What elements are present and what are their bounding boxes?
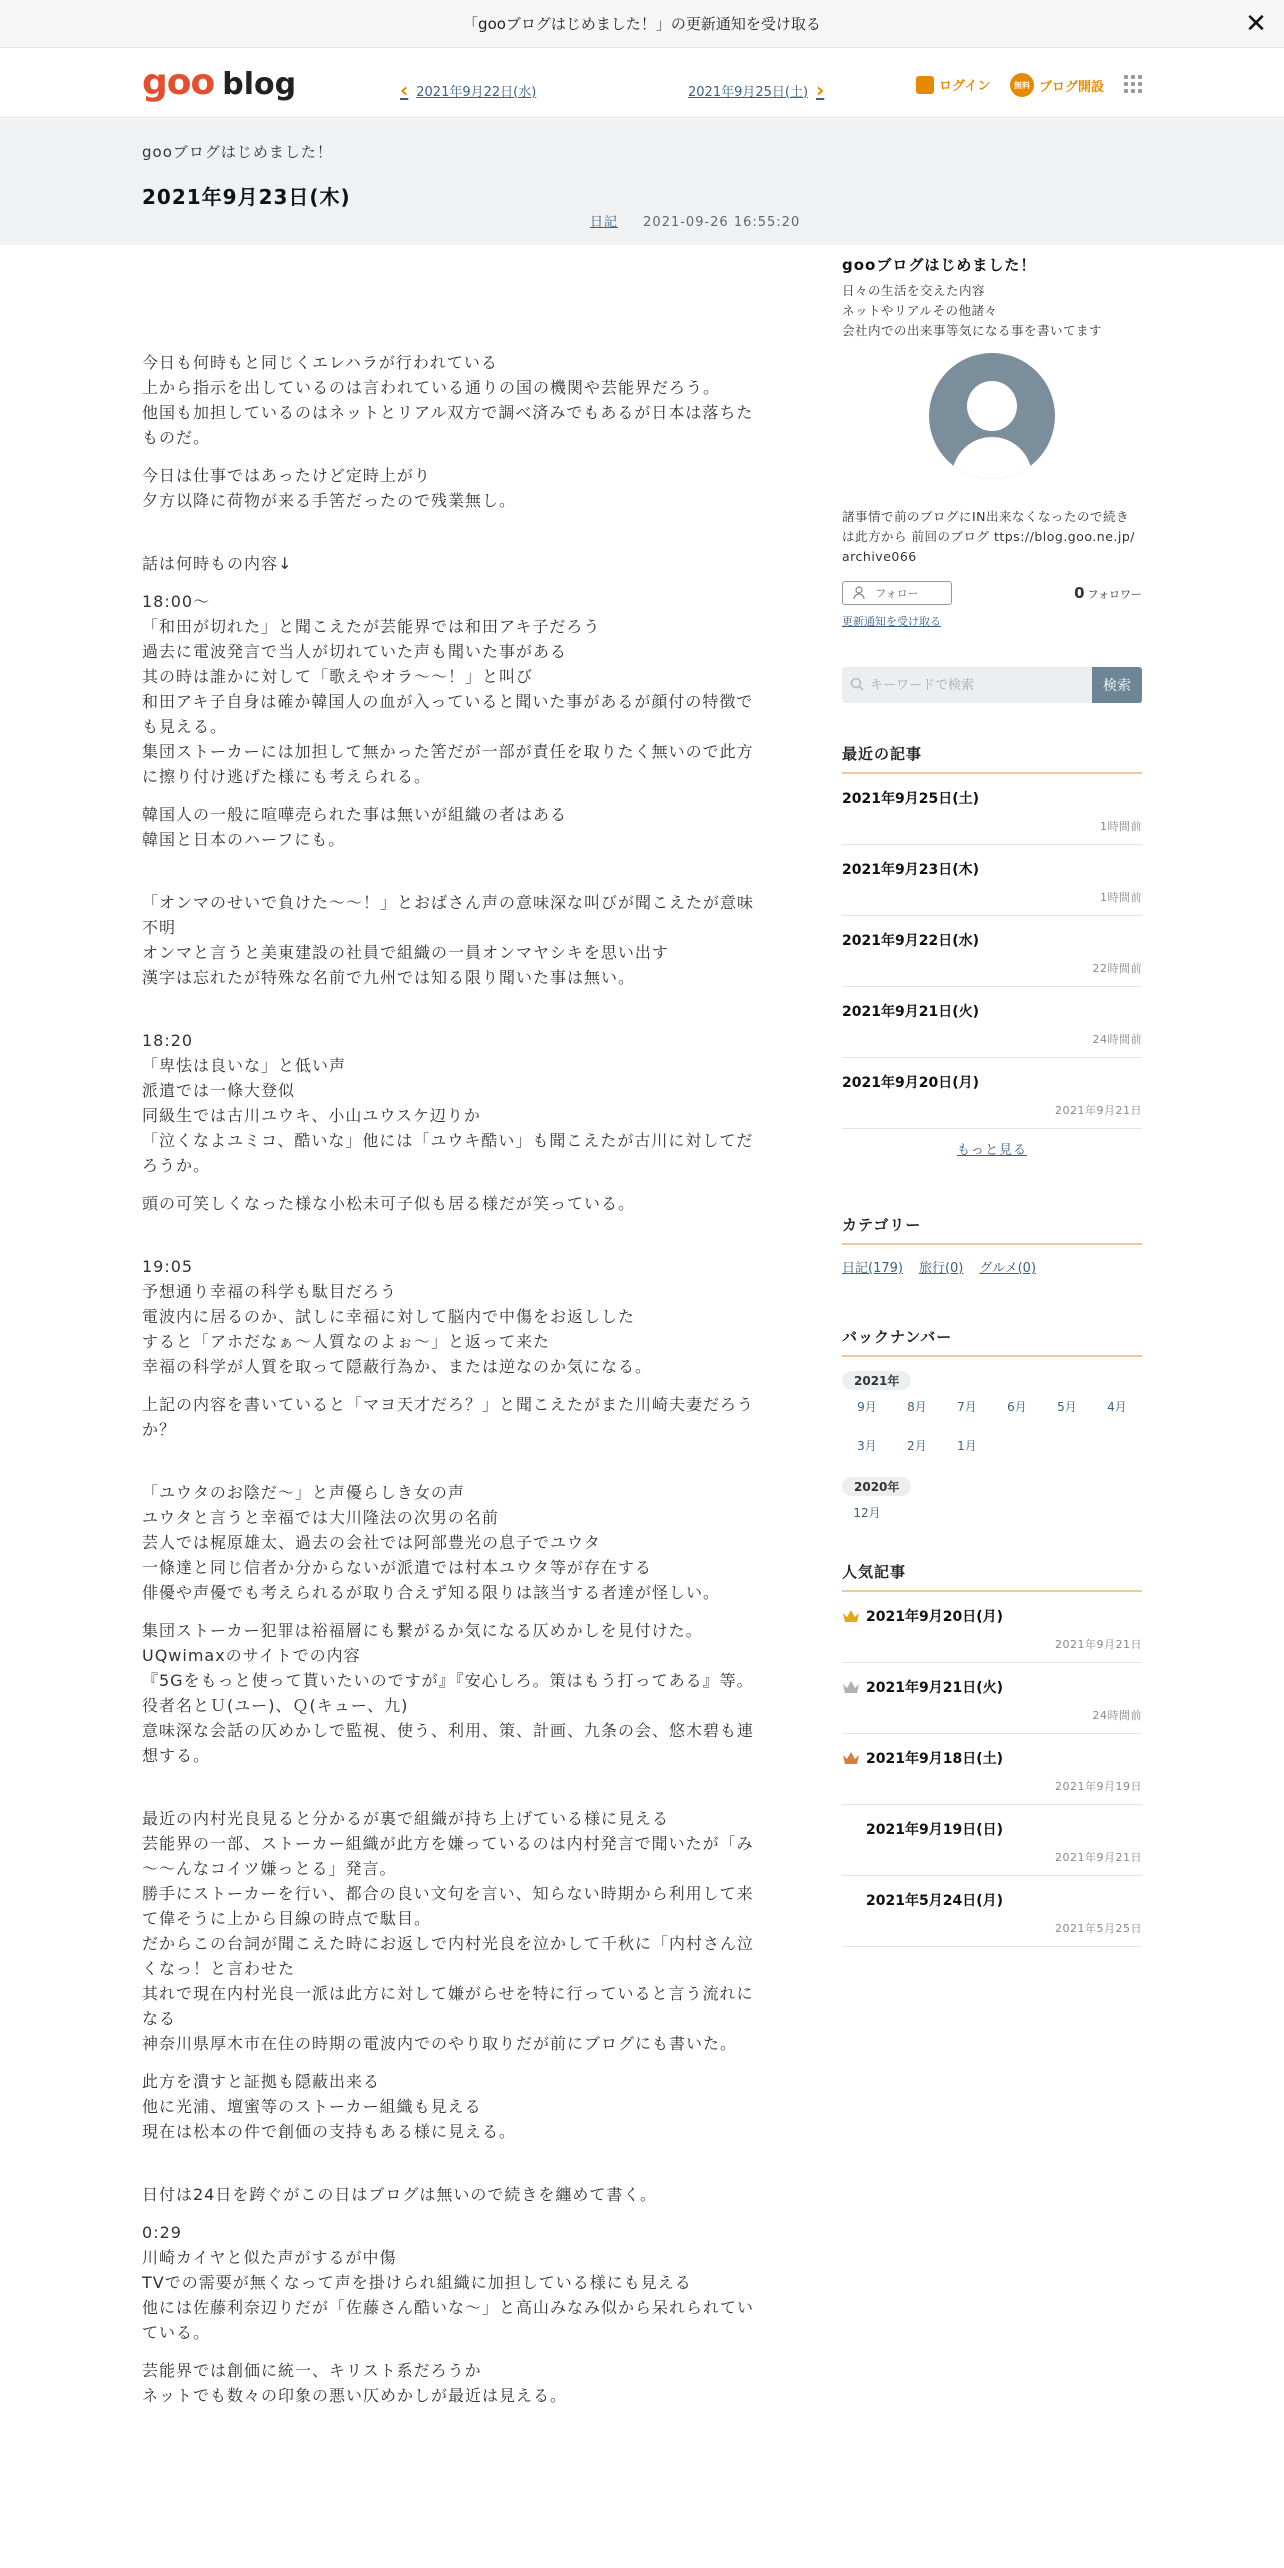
entry-meta xyxy=(590,211,800,230)
recent-item-time: 24時間前 xyxy=(1092,1033,1142,1046)
site-header xyxy=(0,48,1284,118)
avatar-head xyxy=(967,381,1017,431)
popular-item-title[interactable]: 2021年9月19日(日) xyxy=(866,1822,1003,1838)
article-paragraph: 頭の可笑しくなった様な小松未可子似も居る様だが笑っている。 xyxy=(142,1194,636,1213)
popular-item[interactable] xyxy=(842,1876,1142,1947)
popular-item-title-row[interactable] xyxy=(842,1890,1142,1910)
popular-item-time: 2021年9月19日 xyxy=(1055,1780,1142,1793)
popular-item-title-row[interactable] xyxy=(842,1677,1142,1697)
followers-number: 0 xyxy=(1074,584,1085,602)
popular-item[interactable] xyxy=(842,1663,1142,1734)
month-list xyxy=(842,1398,1142,1476)
recent-item[interactable] xyxy=(842,845,1142,916)
year-badge: 2021年 xyxy=(842,1371,911,1390)
update-notify-link[interactable]: 更新通知を受け取る xyxy=(842,615,941,628)
recent-item-time: 2021年9月21日 xyxy=(1055,1104,1142,1117)
popular-item-time: 2021年5月25日 xyxy=(1055,1922,1142,1935)
followers-count xyxy=(1074,584,1142,602)
article-paragraph: 韓国人の一般に喧嘩売られた事は無いが組織の者はある 韓国と日本のハーフにも。 xyxy=(142,805,568,849)
entry-datetime: 2021-09-26 16:55:20 xyxy=(643,215,801,230)
category-link-gourmet[interactable]: グルメ(0) xyxy=(979,1261,1037,1276)
month-link[interactable]: 9月 xyxy=(857,1400,877,1414)
search-icon xyxy=(850,677,864,691)
entry-header xyxy=(0,119,1284,245)
next-entry-date: 2021年9月25日(土) xyxy=(688,84,809,100)
follow-button[interactable] xyxy=(842,581,952,605)
article-paragraph: 「オンマのせいで負けた～～！」とおばさん声の意味深な叫びが聞こえたが意味不明 オンマと言うと美東建設の社員で組織の一員オンマヤシキを思い出す 漢字は忘れたが特殊な名前で九州では知る限り聞いた事は無い。 xyxy=(142,893,755,987)
logo-goo: goo xyxy=(142,62,215,103)
popular-item[interactable] xyxy=(842,1592,1142,1663)
bronze-crown-icon xyxy=(842,1751,860,1765)
recent-item-title[interactable]: 2021年9月25日(土) xyxy=(842,791,979,807)
chevron-left-icon: ‹ xyxy=(400,78,409,102)
article-paragraph: 話は何時もの内容↓ xyxy=(142,554,293,573)
menu-grid-icon[interactable] xyxy=(1124,75,1142,93)
chevron-right-icon: › xyxy=(816,78,825,102)
recent-heading: 最近の記事 xyxy=(842,743,1142,774)
search-form xyxy=(842,667,1142,703)
article-paragraph: 此方を潰すと証拠も隠蔽出来る 他に光浦、壇蜜等のストーカー組織も見える 現在は松本の件で創価の支持もある様に見える。 xyxy=(142,2072,517,2141)
silver-crown-icon xyxy=(842,1680,860,1694)
category-heading: カテゴリー xyxy=(842,1214,1142,1245)
article-paragraph: 0:29 川崎カイヤと似た声がするが中傷 TVでの需要が無くなって声を掛けられ組織に加担している様にも見える 他には佐藤利奈辺りだが「佐藤さん酷いな～」と高山みなみ似から呆れられていている。 xyxy=(142,2223,755,2342)
goo-blog-logo[interactable] xyxy=(142,62,297,103)
entry-category-link[interactable]: 日記 xyxy=(590,215,619,230)
recent-item-title[interactable]: 2021年9月21日(火) xyxy=(842,1004,979,1020)
month-link[interactable]: 3月 xyxy=(857,1439,877,1453)
recent-item-time: 1時間前 xyxy=(1100,891,1142,904)
month-link[interactable]: 2月 xyxy=(907,1439,927,1453)
search-button[interactable]: 検索 xyxy=(1092,667,1142,703)
month-link[interactable]: 6月 xyxy=(1007,1400,1027,1414)
month-link[interactable]: 8月 xyxy=(907,1400,927,1414)
search-field-wrap xyxy=(842,667,1092,703)
month-link[interactable]: 5月 xyxy=(1057,1400,1077,1414)
close-icon[interactable]: ✕ xyxy=(1245,9,1267,39)
next-entry-link[interactable] xyxy=(688,78,824,102)
logo-blog: blog xyxy=(222,67,297,102)
popular-heading: 人気記事 xyxy=(842,1561,1142,1592)
sidebar xyxy=(842,254,1142,1947)
article-body xyxy=(142,350,766,2421)
recent-item[interactable] xyxy=(842,774,1142,845)
prev-entry-link[interactable] xyxy=(400,78,536,102)
category-link-travel[interactable]: 旅行(0) xyxy=(918,1261,964,1276)
popular-item-title-row[interactable] xyxy=(842,1748,1142,1768)
article-paragraph: 集団ストーカー犯罪は裕福層にも繋がるか気になる仄めかしを見付けた。 UQwimaxのサイトでの内容 『5Gをもっと使って貰いたいのですが』『安心しろ。策はもう打ってある』等。 役者名とＵ(ユー)、Ｑ(キュー、九) 意味深な会話の仄めかしで監視、使う、利用、策、計画、九条の会、悠木碧も連想する。 xyxy=(142,1621,755,1765)
recent-item[interactable] xyxy=(842,916,1142,987)
backnumber-section xyxy=(842,1326,1142,1543)
month-link[interactable]: 12月 xyxy=(853,1506,881,1520)
recent-item-title[interactable]: 2021年9月23日(木) xyxy=(842,862,979,878)
recent-item-title[interactable]: 2021年9月20日(月) xyxy=(842,1075,979,1091)
recent-item[interactable] xyxy=(842,987,1142,1058)
blog-open-button[interactable] xyxy=(1010,73,1104,97)
month-link[interactable]: 1月 xyxy=(957,1439,977,1453)
article-paragraph: 今日も何時もと同じくエレハラが行われている 上から指示を出しているのは言われている通りの国の機関や芸能界だろう。 他国も加担しているのはネットとリアル双方で調べ済みでもあるが日本は落ちたものだ。 xyxy=(142,353,754,447)
categories-section xyxy=(842,1214,1142,1276)
article-paragraph: 19:05 予想通り幸福の科学も駄目だろう 電波内に居るのか、試しに幸福に対して脳内で中傷をお返しした すると「アホだなぁ～人質なのよぉ～」と返って来た 幸福の科学が人質を取って隠蔽行為か、または逆なのか気になる。 xyxy=(142,1257,653,1376)
article-paragraph: 今日は仕事ではあったけど定時上がり 夕方以降に荷物が来る手筈だったので残業無し。 xyxy=(142,466,517,510)
recent-item-time: 1時間前 xyxy=(1100,820,1142,833)
popular-item-title[interactable]: 2021年9月21日(火) xyxy=(866,1680,1003,1696)
person-icon xyxy=(853,586,865,600)
popular-item-title[interactable]: 2021年9月20日(月) xyxy=(866,1609,1003,1625)
notification-bar[interactable] xyxy=(0,0,1284,48)
popular-item[interactable] xyxy=(842,1734,1142,1805)
recent-item-time: 22時間前 xyxy=(1092,962,1142,975)
article-paragraph: 18:00～ 「和田が切れた」と聞こえたが芸能界では和田アキ子だろう 過去に電波発言で当人が切れていた声も聞いた事がある 其の時は誰かに対して「歌えやオラ～～！」と叫び 和田アキ子自身は確か韓国人の血が入っていると聞いた事があるが顔付の特徴でも見える。 集団ストーカーには加担して無かった筈だが一部が責任を取りたく無いので此方に擦り付け逃げた様にも考えられる。 xyxy=(142,592,754,786)
category-link-diary[interactable]: 日記(179) xyxy=(842,1261,903,1276)
recent-item[interactable] xyxy=(842,1058,1142,1129)
popular-item-title[interactable]: 2021年9月18日(土) xyxy=(866,1751,1003,1767)
gold-crown-icon xyxy=(842,1609,860,1623)
recent-articles xyxy=(842,743,1142,1158)
recent-item-title[interactable]: 2021年9月22日(水) xyxy=(842,933,979,949)
article-paragraph: 芸能界では創価に統一、キリスト系だろうか ネットでも数々の印象の悪い仄めかしが最近は見える。 xyxy=(142,2361,568,2405)
popular-articles xyxy=(842,1561,1142,1947)
sidebar-blog-name[interactable]: gooブログはじめました！ xyxy=(842,256,1037,274)
page-title: 2021年9月23日(木) xyxy=(142,185,351,209)
notification-text[interactable]: 「gooブログはじめました！」の更新通知を受け取る xyxy=(463,15,821,33)
article-paragraph: 上記の内容を書いていると「マヨ天才だろ？」と聞こえたがまた川崎夫妻だろうか？ xyxy=(142,1395,755,1439)
popular-item[interactable] xyxy=(842,1805,1142,1876)
login-label: ログイン xyxy=(939,79,991,94)
free-badge-icon: 無料 xyxy=(1010,73,1034,97)
popular-item-time: 24時間前 xyxy=(1092,1709,1142,1722)
blog-name-link[interactable]: gooブログはじめました！ xyxy=(142,143,333,161)
follow-label: フォロー xyxy=(875,587,919,600)
popular-item-title-row[interactable] xyxy=(842,1819,1142,1839)
article-paragraph: 日付は24日を跨ぐがこの日はブログは無いので続きを纏めて書く。 xyxy=(142,2185,658,2204)
article-paragraph: 18:20 「卑怯は良いな」と低い声 派遣では一條大登似 同級生では古川ユウキ、小山ユウスケ辺りか 「泣くなよユミコ、酷いな」他には「ユウキ酷い」も聞こえたが古川に対してだろうか。 xyxy=(142,1031,754,1175)
avatar xyxy=(929,353,1055,479)
article-paragraph: 最近の内村光良見ると分かるが裏で組織が持ち上げている様に見える 芸能界の一部、ストーカー組織が此方を嫌っているのは内村発言で聞いたが「み～～んなコイツ嫌っとる」発言。 勝手にストーカーを行い、都合の良い文句を言い、知らない時期から利用して来て偉そうに上から目線の時点で駄目。 だからこの台詞が聞こえた時にお返しで内村光良を泣かして千秋に「内村さん泣くなっ！と言わせた 其れで現在内村光良一派は此方に対して嫌がらせを特に行っていると言う流れになる 神奈川県厚木市在住の時期の電波内でのやり取りだが前にブログにも書いた。 xyxy=(142,1809,755,2053)
follow-row xyxy=(842,581,1142,605)
blog-open-label: ブログ開設 xyxy=(1039,79,1105,95)
sidebar-description: 日々の生活を交えた内容 ネットやリアルその他諸々 会社内での出来事等気になる事を書いてます xyxy=(842,283,1103,338)
login-button[interactable] xyxy=(916,75,990,94)
avatar-body xyxy=(952,437,1032,479)
popular-item-time: 2021年9月21日 xyxy=(1055,1638,1142,1651)
year-badge: 2020年 xyxy=(842,1477,911,1496)
search-input[interactable] xyxy=(842,667,1092,703)
sidebar-about: 諸事情で前のブログにIN出来なくなったので続きは此方から 前回のブログ ttps://blog.goo.ne.jp/archive066 xyxy=(842,509,1135,564)
category-list xyxy=(842,1257,1142,1276)
month-link[interactable]: 4月 xyxy=(1107,1400,1127,1414)
more-link[interactable]: もっと見る xyxy=(956,1143,1027,1158)
followers-label: フォロワー xyxy=(1087,588,1142,601)
month-list xyxy=(842,1504,1142,1543)
lock-icon xyxy=(916,76,934,94)
month-link[interactable]: 7月 xyxy=(957,1400,977,1414)
popular-item-title[interactable]: 2021年5月24日(月) xyxy=(866,1893,1003,1909)
popular-item-time: 2021年9月21日 xyxy=(1055,1851,1142,1864)
popular-item-title-row[interactable] xyxy=(842,1606,1142,1626)
article-paragraph: 「ユウタのお陰だ～」と声優らしき女の声 ユウタと言うと幸福では大川隆法の次男の名前 芸人では梶原雄太、過去の会社では阿部豊光の息子でユウタ 一條達と同じ信者か分からないが派遣では村本ユウタ等が存在する 俳優や声優でも考えられるが取り合えず知る限りは該当する者達が怪しい。 xyxy=(142,1483,721,1602)
prev-entry-date: 2021年9月22日(水) xyxy=(416,84,537,100)
backnumber-heading: バックナンバー xyxy=(842,1326,1142,1357)
